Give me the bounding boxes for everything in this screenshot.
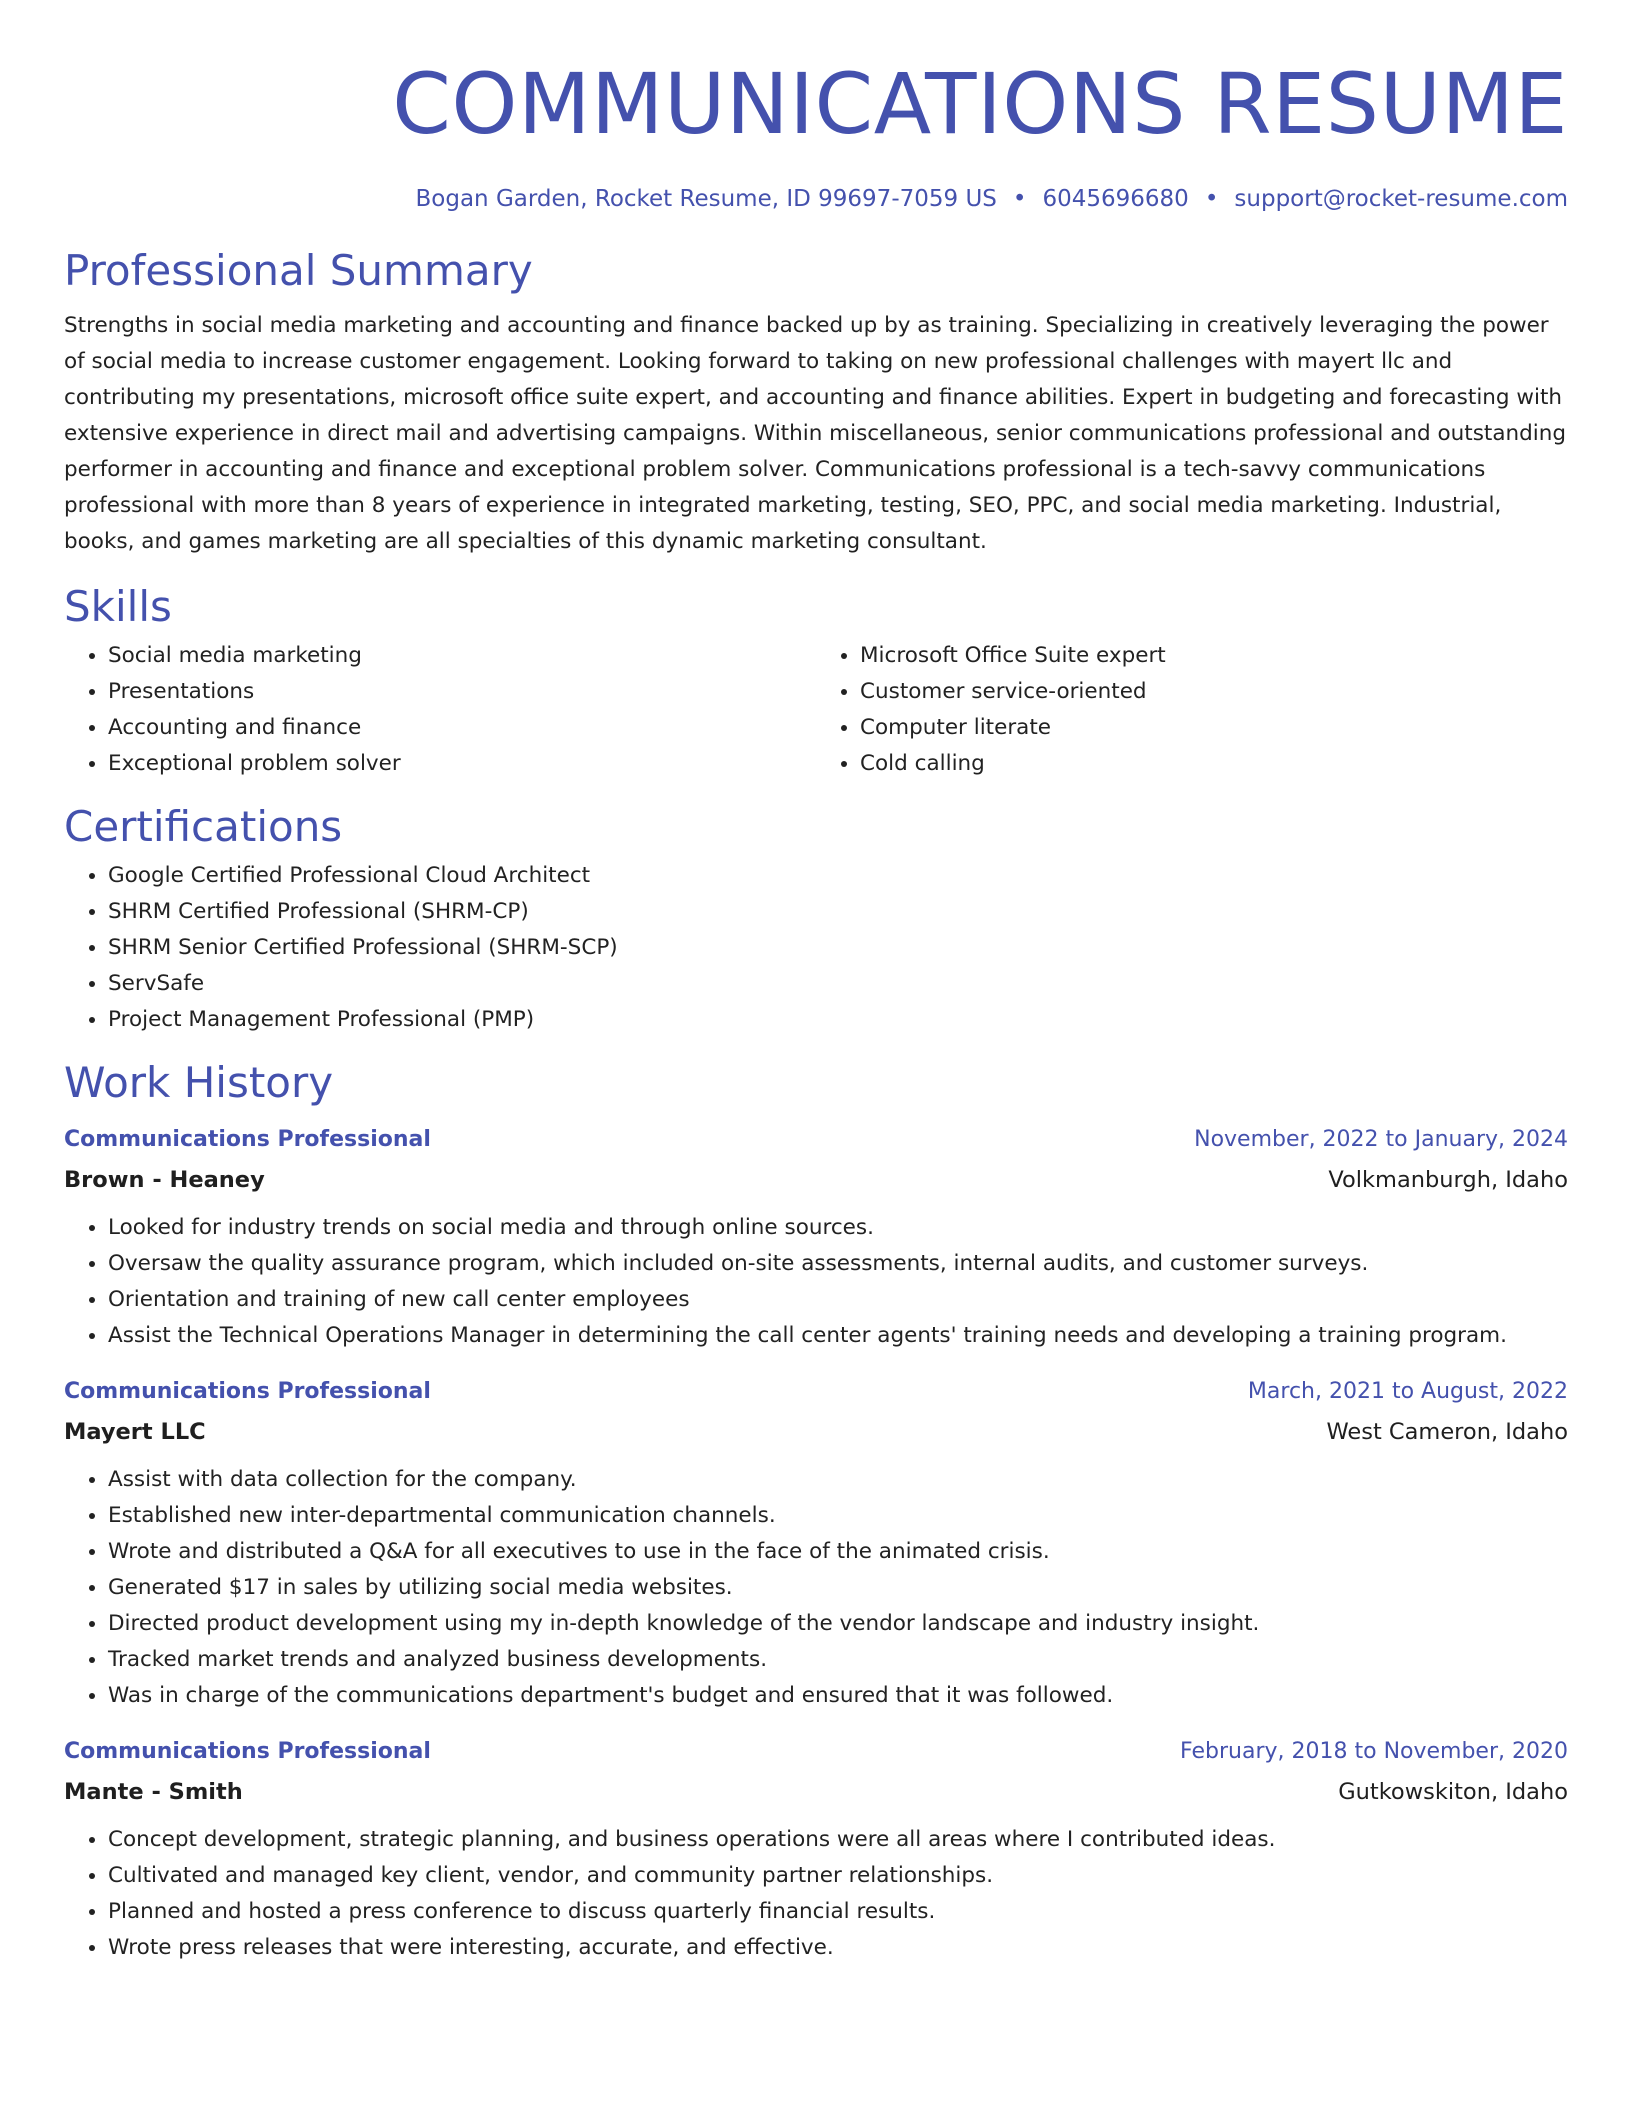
certifications-heading: Certifications — [64, 802, 343, 851]
job-location: Volkmanburgh, Idaho — [1328, 1167, 1568, 1193]
job-company-row — [64, 1772, 1568, 1812]
contact-separator: • — [1012, 186, 1027, 212]
skill-item: • Social media marketing — [108, 638, 816, 674]
job-entry — [64, 1372, 1568, 1714]
work-history-heading: Work History — [64, 1058, 334, 1107]
certification-item: • Google Certified Professional Cloud Architect — [108, 858, 1568, 894]
job-bullets — [64, 1462, 1568, 1714]
job-bullet: • Assist with data collection for the company. — [108, 1462, 1568, 1498]
job-bullet: • Was in charge of the communications department's budget and ensured that it was followed. — [108, 1678, 1568, 1714]
job-bullet: • Assist the Technical Operations Manager in determining the call center agents' training needs and developing a training program. — [108, 1318, 1568, 1354]
certifications-list — [64, 858, 1568, 1038]
contact-separator: • — [1204, 186, 1219, 212]
contact-phone: 6045696680 — [1042, 186, 1189, 212]
skill-item: • Customer service-oriented — [860, 674, 1568, 710]
job-bullets — [64, 1822, 1568, 1966]
job-bullet: • Looked for industry trends on social media and through online sources. — [108, 1210, 1568, 1246]
job-location: West Cameron, Idaho — [1326, 1419, 1568, 1445]
job-bullet: • Orientation and training of new call center employees — [108, 1282, 1568, 1318]
certification-item: • ServSafe — [108, 966, 1568, 1002]
certification-item: • SHRM Certified Professional (SHRM-CP) — [108, 894, 1568, 930]
resume-page — [64, 0, 1568, 1966]
contact-line — [64, 184, 1568, 214]
job-bullet: • Wrote and distributed a Q&A for all executives to use in the face of the animated crisis. — [108, 1534, 1568, 1570]
job-company: Brown - Heaney — [64, 1167, 265, 1193]
job-bullet: • Cultivated and managed key client, vendor, and community partner relationships. — [108, 1858, 1568, 1894]
skill-item: • Microsoft Office Suite expert — [860, 638, 1568, 674]
job-bullet: • Oversaw the quality assurance program, which included on-site assessments, internal audits, and customer surveys. — [108, 1246, 1568, 1282]
job-bullet: • Planned and hosted a press conference to discuss quarterly financial results. — [108, 1894, 1568, 1930]
skills-columns — [64, 638, 1568, 782]
job-bullet: • Generated $17 in sales by utilizing social media websites. — [108, 1570, 1568, 1606]
job-title: Communications Professional — [64, 1379, 431, 1404]
skills-heading: Skills — [64, 582, 172, 631]
job-dates: February, 2018 to November, 2020 — [1180, 1739, 1568, 1764]
job-dates: November, 2022 to January, 2024 — [1194, 1127, 1568, 1152]
job-title: Communications Professional — [64, 1127, 431, 1152]
certification-item: • Project Management Professional (PMP) — [108, 1002, 1568, 1038]
skills-right-list — [816, 638, 1568, 782]
job-bullet: • Directed product development using my in-depth knowledge of the vendor landscape and industry insight. — [108, 1606, 1568, 1642]
job-company: Mante - Smith — [64, 1779, 243, 1805]
job-header-row — [64, 1120, 1568, 1160]
resume-title: COMMUNICATIONS RESUME — [392, 55, 1568, 153]
job-bullets — [64, 1210, 1568, 1354]
skill-item: • Presentations — [108, 674, 816, 710]
job-header-row — [64, 1372, 1568, 1412]
skill-item: • Exceptional problem solver — [108, 746, 816, 782]
job-company-row — [64, 1160, 1568, 1200]
job-dates: March, 2021 to August, 2022 — [1247, 1379, 1568, 1404]
job-entry — [64, 1120, 1568, 1354]
job-company-row — [64, 1412, 1568, 1452]
contact-email: support@rocket-resume.com — [1234, 186, 1568, 212]
job-entry — [64, 1732, 1568, 1966]
summary-heading: Professional Summary — [64, 246, 533, 295]
contact-address: Bogan Garden, Rocket Resume, ID 99697-7059 US — [415, 186, 997, 212]
job-bullet: • Tracked market trends and analyzed business developments. — [108, 1642, 1568, 1678]
skill-item: • Accounting and finance — [108, 710, 816, 746]
job-title: Communications Professional — [64, 1739, 431, 1764]
job-location: Gutkowskiton, Idaho — [1338, 1779, 1568, 1805]
certification-item: • SHRM Senior Certified Professional (SHRM-SCP) — [108, 930, 1568, 966]
skills-left-list — [64, 638, 816, 782]
job-header-row — [64, 1732, 1568, 1772]
job-bullet: • Wrote press releases that were interesting, accurate, and effective. — [108, 1930, 1568, 1966]
skill-item: • Computer literate — [860, 710, 1568, 746]
job-bullet: • Established new inter-departmental communication channels. — [108, 1498, 1568, 1534]
skill-item: • Cold calling — [860, 746, 1568, 782]
job-bullet: • Concept development, strategic planning, and business operations were all areas where I contributed ideas. — [108, 1822, 1568, 1858]
summary-text: Strengths in social media marketing and accounting and finance backed up by as training. Specializing in creatively leveraging the power of social media to increase customer engagement. Looking forward to taking on new professional challenges with mayert llc and contributing my presentations, microsoft office suite expert, and accounting and finance abilities. Expert in budgeting and forecasting with extensive experience in direct mail and advertising campaigns. Within miscellaneous, senior communications professional and outstanding performer in accounting and finance and exceptional problem solver. Communications professional is a tech-savvy communications professional with more than 8 years of experience in integrated marketing, testing, SEO, PPC, and social media marketing. Industrial, books, and games marketing are all specialties of this dynamic marketing consultant. — [64, 313, 1567, 554]
job-company: Mayert LLC — [64, 1419, 206, 1445]
